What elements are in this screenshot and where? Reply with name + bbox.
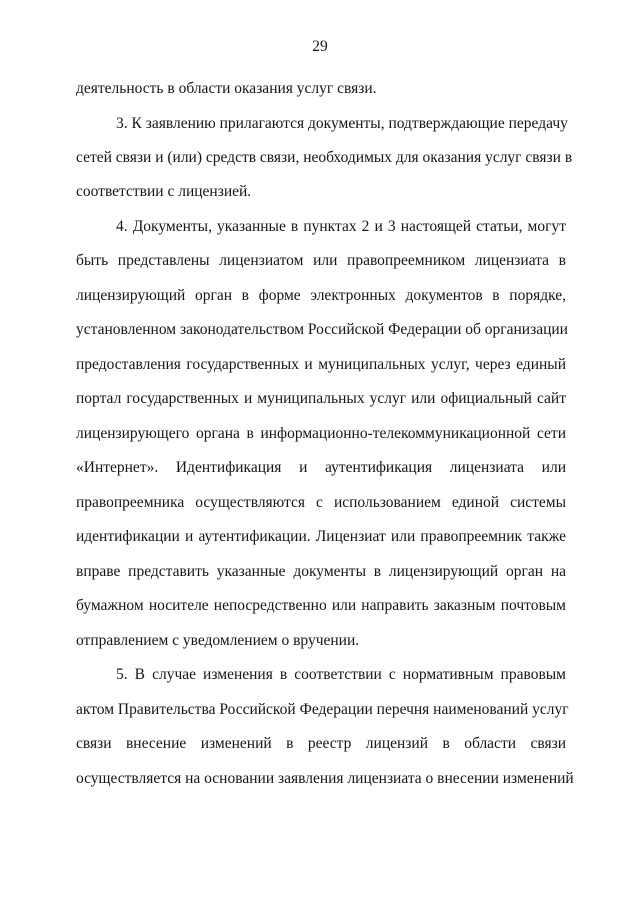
text-line: связи внесение изменений в реестр лицензий в области связи — [76, 735, 566, 752]
paragraph-5-line: 5. В случае изменения в соответствии с нормативным правовым — [116, 666, 566, 683]
paragraph-3-line: 3. К заявлению прилагаются документы, подтверждающие передачу — [116, 115, 568, 132]
text-line: «Интернет». Идентификация и аутентификация лицензиата или — [76, 459, 566, 476]
text-line: актом Правительства Российской Федерации перечня наименований услуг — [76, 701, 569, 718]
page-number: 29 — [312, 38, 328, 55]
text-line: осуществляется на основании заявления лицензиата о внесении изменений — [76, 770, 574, 787]
text-line: отправлением с уведомлением о вручении. — [76, 632, 360, 649]
text-line: соответствии с лицензией. — [76, 183, 252, 200]
text-line: предоставления государственных и муниципальных услуг, через единый — [76, 356, 566, 373]
text-line: быть представлены лицензиатом или правопреемником лицензиата в — [76, 252, 566, 269]
text-line: сетей связи и (или) средств связи, необходимых для оказания услуг связи в — [76, 149, 573, 166]
text-line: установленном законодательством Российской Федерации об организации — [76, 321, 568, 338]
text-line: вправе представить указанные документы в лицензирующий орган на — [76, 563, 566, 580]
text-line: лицензирующего органа в информационно-телекоммуникационной сети — [76, 425, 566, 442]
text-line: правопреемника осуществляются с использованием единой системы — [76, 494, 566, 511]
paragraph-4-line: 4. Документы, указанные в пунктах 2 и 3 настоящей статьи, могут — [116, 218, 566, 235]
text-line: лицензирующий орган в форме электронных документов в порядке, — [76, 287, 566, 304]
text-line: бумажном носителе непосредственно или направить заказным почтовым — [76, 597, 566, 614]
text-line: идентификации и аутентификации. Лицензиат или правопреемник также — [76, 528, 566, 545]
text-line: деятельность в области оказания услуг связи. — [76, 80, 377, 97]
text-line: портал государственных и муниципальных услуг или официальный сайт — [76, 390, 566, 407]
